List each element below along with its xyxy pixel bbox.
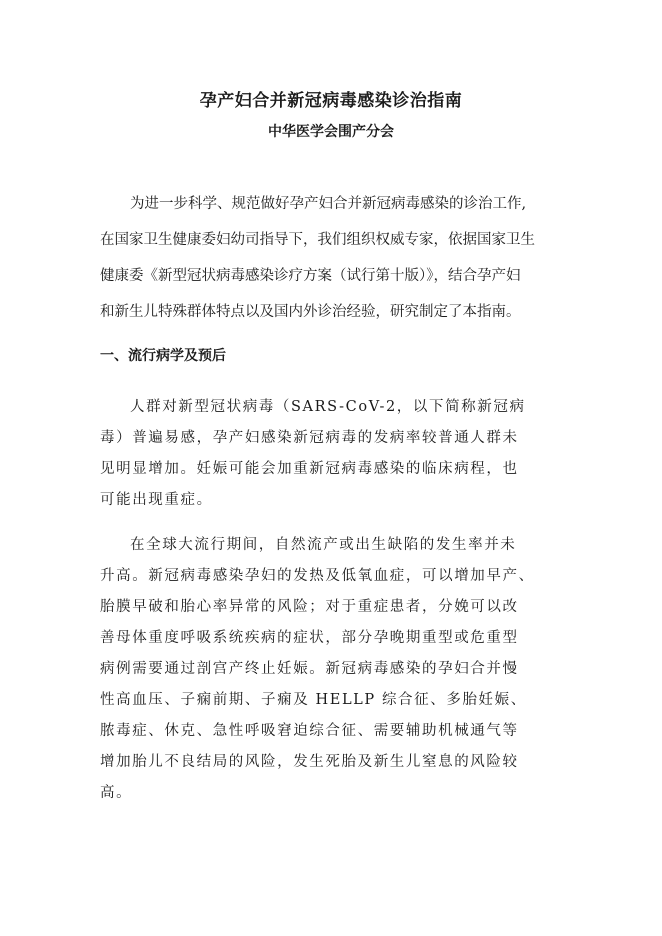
text-line: 脓毒症、休克、急性呼吸窘迫综合征、需要辅助机械通气等 [100,723,519,739]
text-line: 见明显增加。妊娠可能会加重新冠病毒感染的临床病程，也 [100,461,519,477]
document-title: 孕产妇合并新冠病毒感染诊治指南 [199,91,463,111]
text-line: 在全球大流行期间，自然流产或出生缺陷的发生率并未 [130,537,517,553]
section-heading: 一、流行病学及预后 [100,348,226,364]
text-line: 为进一步科学、规范做好孕产妇合并新冠病毒感染的诊治工作, [130,196,527,212]
epidemiology-paragraph-2 [100,530,562,809]
text-line: 善母体重度呼吸系统疾病的症状，部分孕晚期重型或危重型 [100,630,519,646]
epidemiology-paragraph-1 [100,392,562,516]
text-line: 人群对新型冠状病毒（SARS-CoV-2，以下简称新冠病 [130,399,526,415]
text-line: 胎膜早破和胎心率异常的风险；对于重症患者，分娩可以改 [100,599,519,615]
text-line: 可能出现重症。 [100,492,213,508]
text-line: 和新生儿特殊群体特点以及国内外诊治经验，研究制定了本指南。 [100,304,521,320]
text-line: 病例需要通过剖宫产终止妊娠。新冠病毒感染的孕妇合并慢 [100,661,519,677]
document-subtitle: 中华医学会围产分会 [268,124,394,140]
text-line: 健康委《新型冠状病毒感染诊疗方案（试行第十版）》，结合孕产妇 [100,268,521,284]
text-line: 性高血压、子痫前期、子痫及 HELLP 综合征、多胎妊娠、 [100,692,527,708]
text-line: 高。 [100,785,133,801]
text-line: 增加胎儿不良结局的风险，发生死胎及新生儿窒息的风险较 [100,754,519,770]
intro-paragraph [100,186,562,330]
text-line: 毒）普遍易感，孕产妇感染新冠病毒的发病率较普通人群未 [100,430,519,446]
text-line: 升高。新冠病毒感染孕妇的发热及低氧血症，可以增加早产、 [100,568,535,584]
text-line: 在国家卫生健康委妇幼司指导下，我们组织权威专家，依据国家卫生 [100,232,535,248]
